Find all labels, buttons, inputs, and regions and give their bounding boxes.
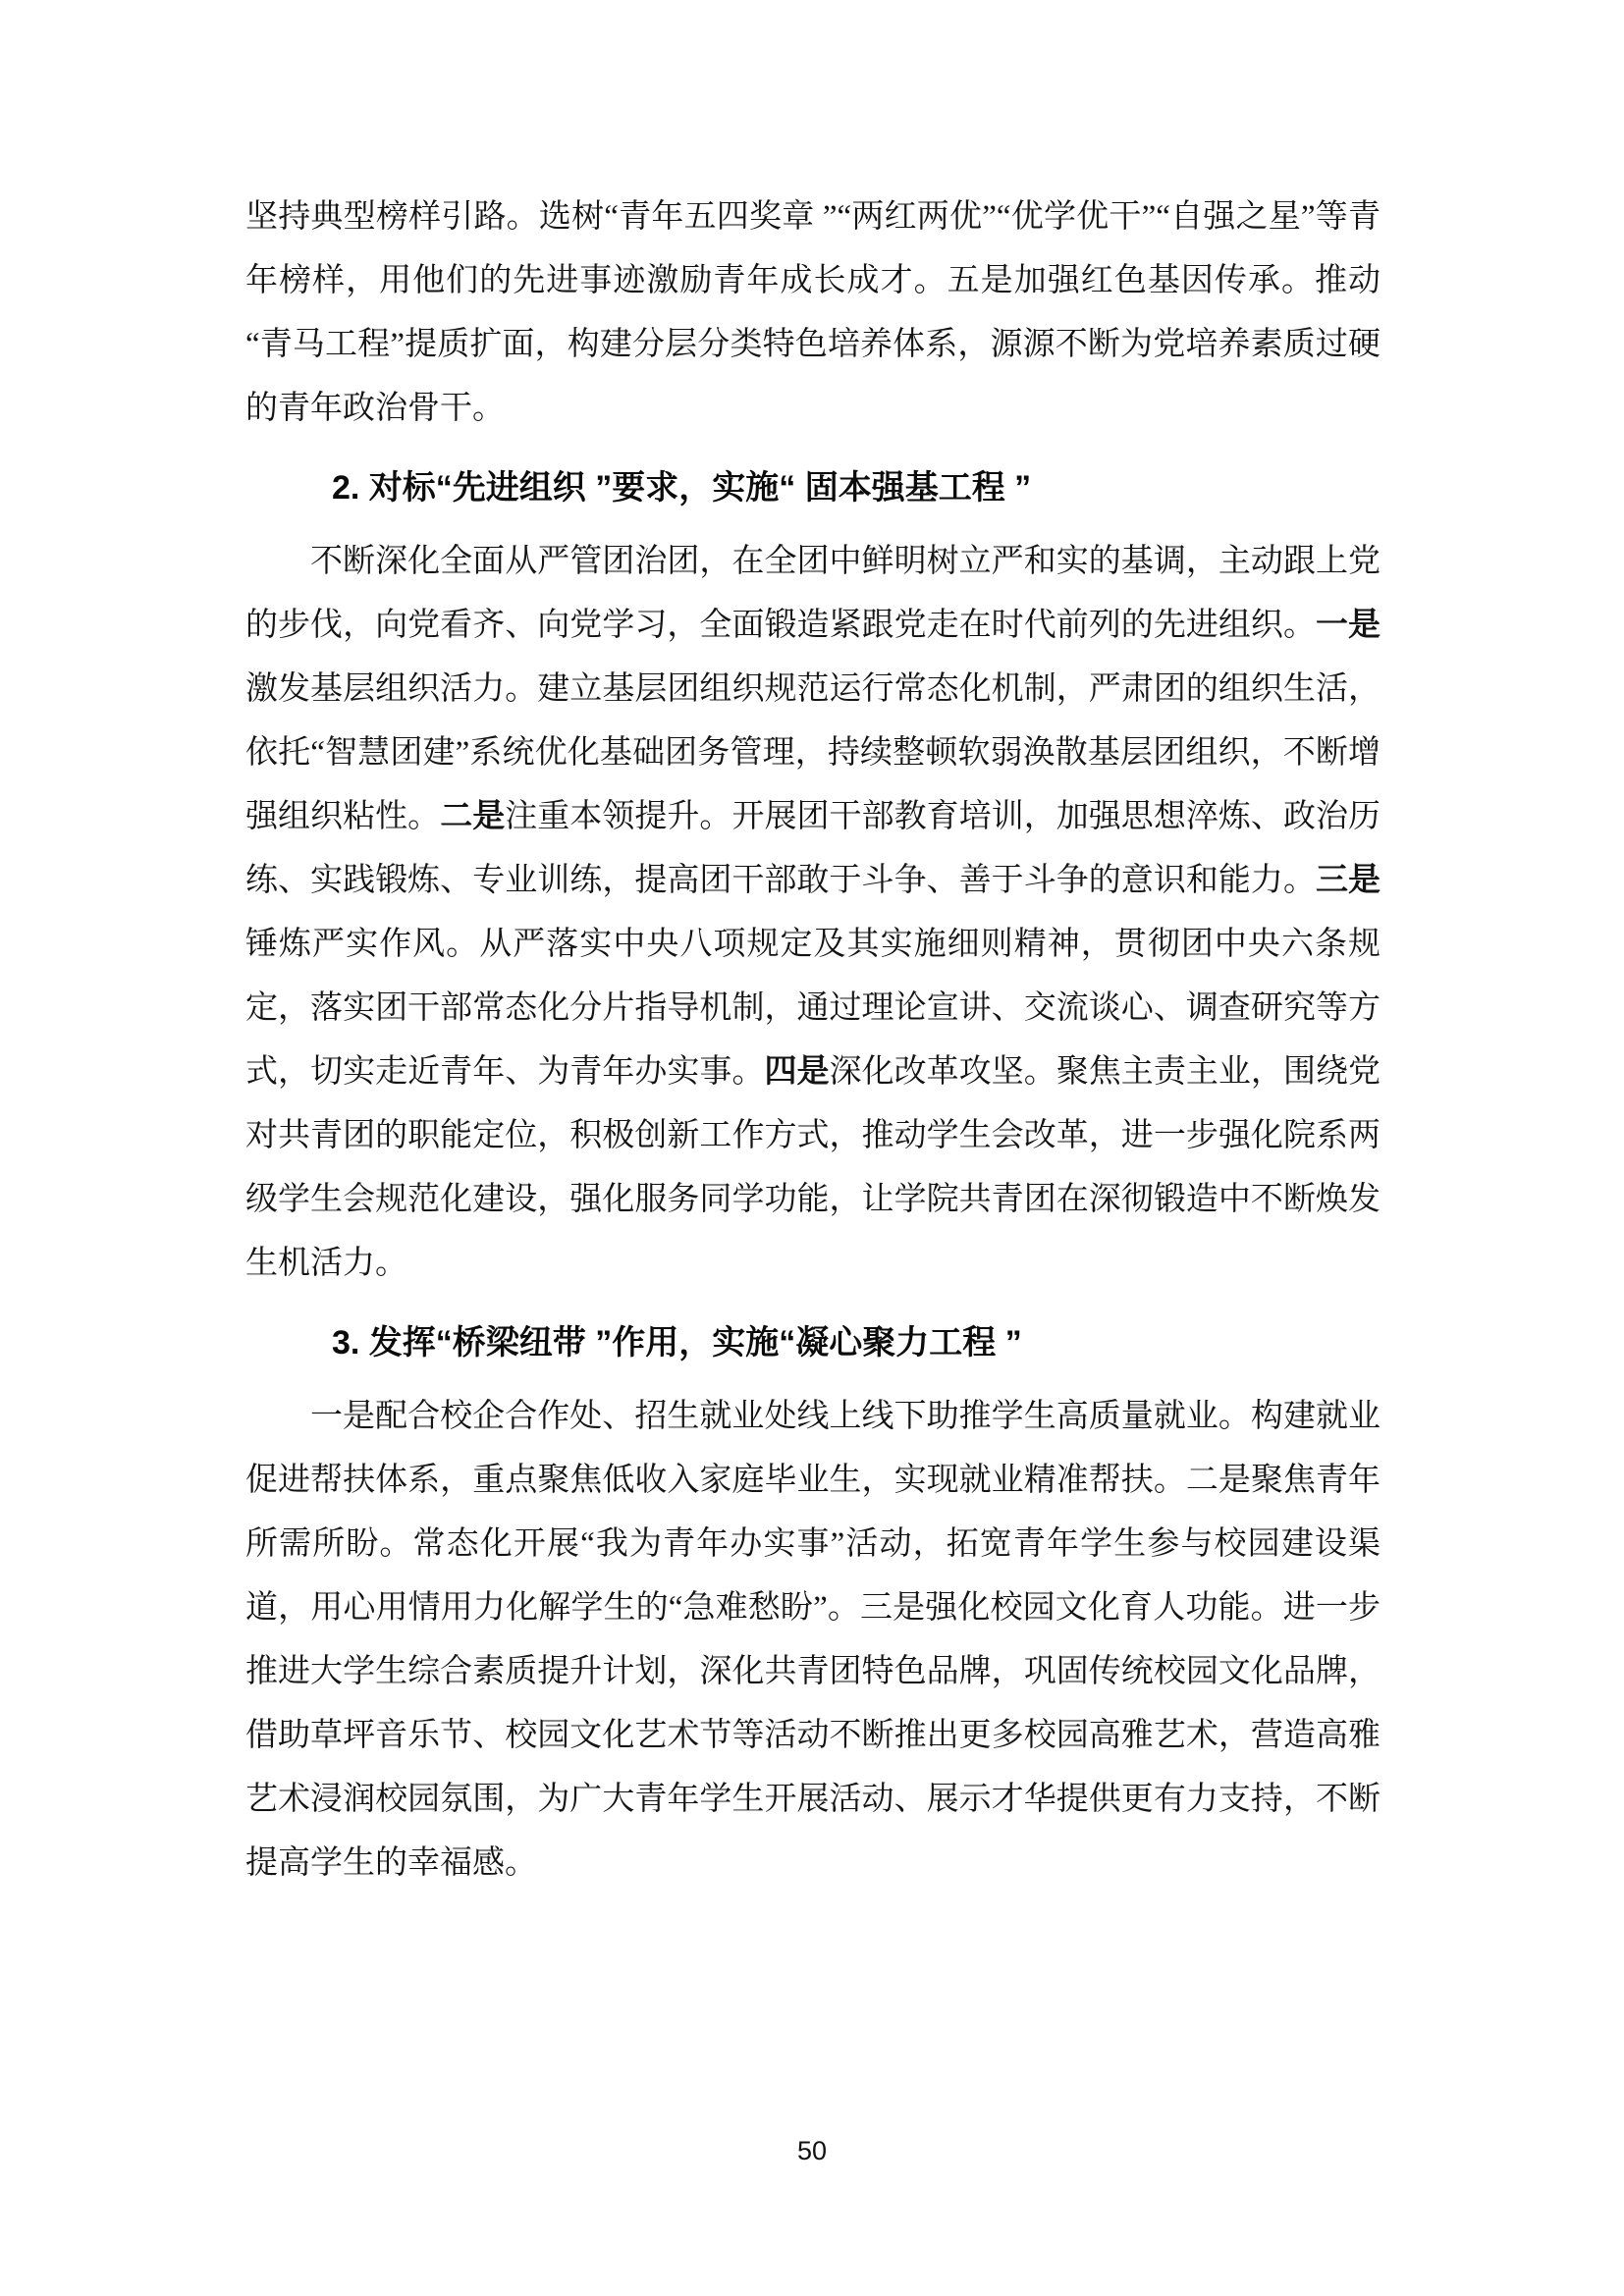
section-heading: 3. 发挥“桥梁纽带 ”作用，实施“凝心聚力工程 ”: [332, 1324, 1022, 1362]
paragraph: [245, 186, 1380, 441]
document-body: [245, 186, 1380, 1896]
text-run: 锤炼严实作风。从严落实中央八项规定及其实施细则精神，贯彻团中央六条规定，落实团干部常态化分片指导机制，通过理论宣讲、交流谈心、调查研究等方式，切实走近青年、为青年办实事。: [245, 927, 1380, 1090]
bold-text-run: 二是: [440, 799, 506, 834]
paragraph: [245, 530, 1380, 1296]
text-run: 激发基层组织活力。建立基层团组织规范运行常态化机制，严肃团的组织生活，依托“智慧团建”系统优化基础团务管理，持续整顿软弱涣散基层团组织，不断增强组织粘性。: [245, 671, 1380, 834]
text-run: 注重本领提升。开展团干部教育培训，加强思想淬炼、政治历练、实践锻炼、专业训练，提高团干部敢于斗争、善于斗争的意识和能力。: [245, 799, 1381, 898]
text-run: 不断深化全面从严管团治团，在全团中鲜明树立严和实的基调，主动跟上党的步伐，向党看齐、向党学习，全面锻造紧跟党走在时代前列的先进组织。: [245, 544, 1380, 643]
bold-text-run: 三是: [1315, 863, 1381, 898]
bold-text-run: 一是: [1315, 608, 1381, 643]
page-number: 50: [796, 2136, 828, 2165]
section-heading: 2. 对标“先进组织 ”要求，实施“ 固本强基工程 ”: [332, 469, 1032, 507]
text-run: 深化改革攻坚。聚焦主责主业，围绕党对共青团的职能定位，积极创新工作方式，推动学生会改革，进一步强化院系两级学生会规范化建设，强化服务同学功能，让学院共青团在深彻锻造中不断焕发生机活力。: [245, 1054, 1381, 1281]
paragraph: [245, 1385, 1380, 1896]
bold-text-run: 四是: [764, 1054, 830, 1090]
text-run: 一是配合校企合作处、招生就业处线上线下助推学生高质量就业。构建就业促进帮扶体系，重点聚焦低收入家庭毕业生，实现就业精准帮扶。二是聚焦青年所需所盼。常态化开展“我为青年办实事”活动，拓宽青年学生参与校园建设渠道，用心用情用力化解学生的“急难愁盼”。三是强化校园文化育人功能。进一步推进大学生综合素质提升计划，深化共青团特色品牌，巩固传统校园文化品牌，借助草坪音乐节、校园文化艺术节等活动不断推出更多校园高雅艺术，营造高雅艺术浸润校园氛围，为广大青年学生开展活动、展示才华提供更有力支持，不断提高学生的幸福感。: [245, 1399, 1380, 1881]
text-run: 坚持典型榜样引路。选树“青年五四奖章 ”“两红两优”“优学优干”“自强之星”等青年榜样，用他们的先进事迹激励青年成长成才。五是加强红色基因传承。推动“青马工程”提质扩面，构建分层分类特色培养体系，源源不断为党培养素质过硬的青年政治骨干。: [245, 199, 1380, 426]
page-footer: [0, 2136, 1624, 2166]
